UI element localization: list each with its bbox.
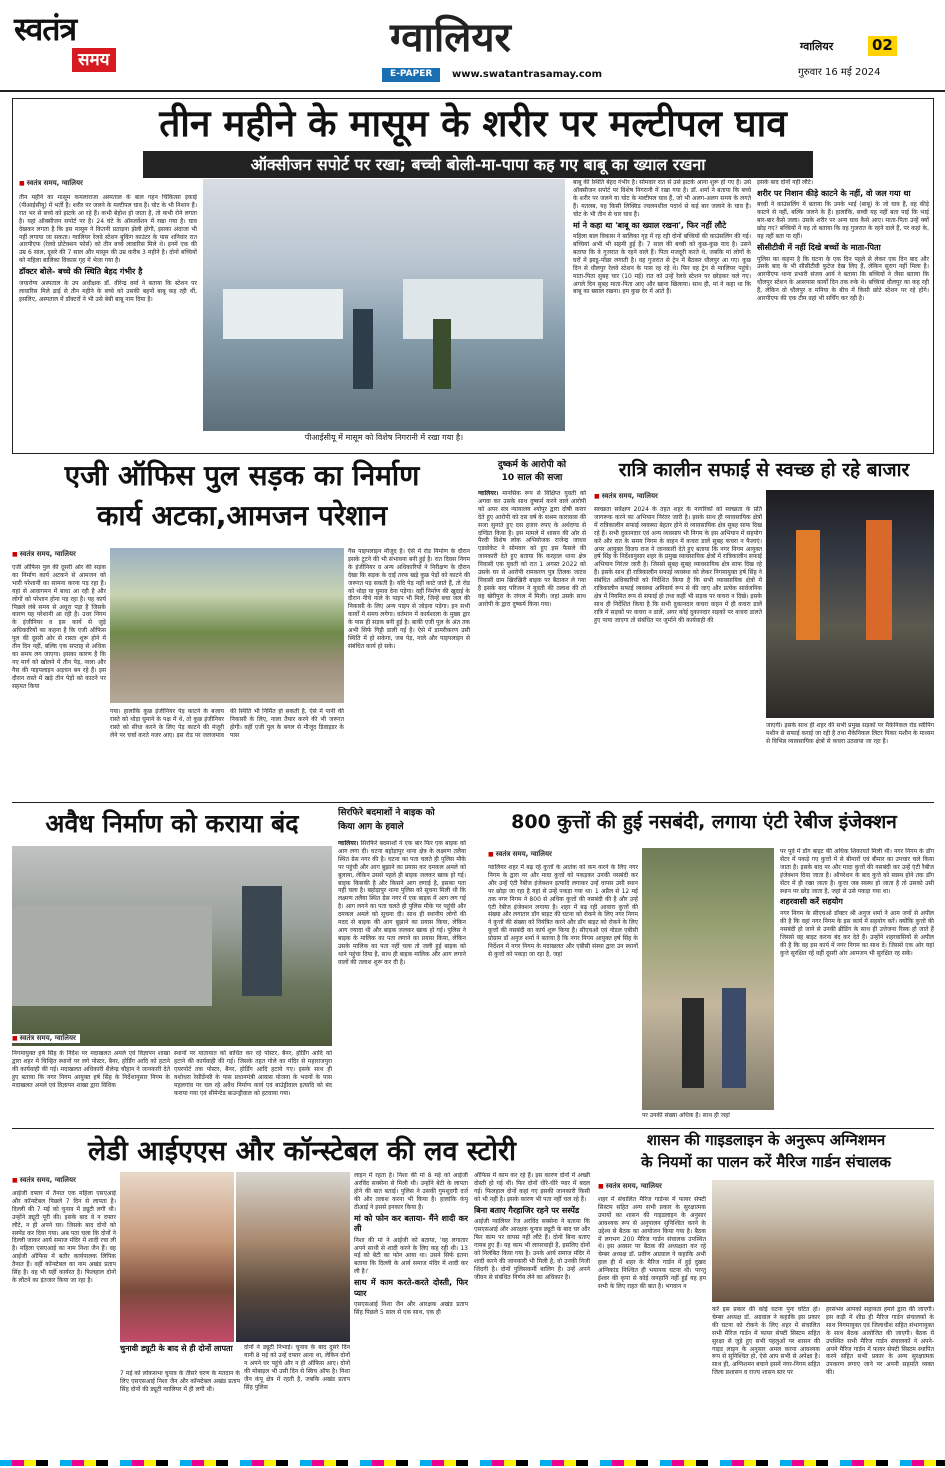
paragraph: जयारोग्य अस्पताल के उप अधीक्षक डॉ. वीरेन्द्र वर्मा ने बताया कि स्टेशन पर लावारिस मिले ढाई से तीन महीने के बच्चे को उसकी बहनों बाबू कह रही थीं, इसलिए, अस्पताल में डॉक्टरों ने भी उसे बेबी बाबू नाम दिया है।: [19, 279, 197, 303]
paragraph: एसएसआई निशा जैन और आरक्षक अखंड प्रताप सिंह पिछले 5 साल से एक साथ, एक ही: [354, 1301, 468, 1317]
story-title: एजी ऑफिस पुल सड़क का निर्माण: [64, 459, 420, 492]
paragraph: पर पूर्व में डॉग बाइट की अधिक शिकायतें मिली थी। नगर निगम के डॉग सेंटर में पकड़े गए कुत्तों में से बीमारों एवं बीमार का उपचार चले किया जाता है। इसके बाद नर और मादा कुत्तों की नसबंदी कर उन्हें एंटी रैबीज इंजेक्शन दिया जाता है। ऑपरेशन के बाद कुत्ते को स्वस्थ होने तक डॉग सेंटर में ही रखा जाता है। कुत्ता जब स्वस्थ हो जाता है तो उसको उसी स्थान पर छोड़ जाता है, जहां से उसे पकड़ा गया था।: [780, 848, 934, 895]
story-title-line2: 10 साल की सजा: [501, 473, 563, 483]
woman-officer-photo: [120, 1172, 234, 1342]
story-column: [19, 194, 197, 449]
story-title: रात्रि कालीन सफाई से स्वच्छ हो रहे बाजार: [618, 459, 910, 481]
story-marriage-garden-fire: [598, 1132, 934, 1452]
paragraph: सिरफिरे बदमाशों ने एक बार फिर एक बाइक को आग लगा दी। घटना बहोड़ापुर थाना क्षेत्र के लक्ष्मण तलैया स्थित ग्रेस नगर की है। घटना का पता चलते ही पुलिस मौके पर पहुंची और आग बुझाने का प्रयास कर दमकल अमले को बुलाया, लेकिन उससे पहले ही बाइक जलकर खाक हो गई। बाइक किसकी है और किसने आग लगाई है, इसका पता नहीं चला है। बहोड़ापुर थाना पुलिस को सूचना मिली थी कि लक्ष्मण तलैया स्थित ग्रेस नगर में एक बाइक में आग लग गई है। आग लगने का पता चलते ही पुलिस मौके पर पहुंची और दमकल अमले को सूचना दी। साथ ही स्थानीय लोगों की मदद से बाइक की आग बुझाने का प्रयास किया, लेकिन आग ज्यादा थी और बाइक जलकर खाक हो गई। पुलिस ने बाइक के मालिक का पता लगाने का प्रयास किया, लेकिन उसके मालिक का पता नहीं चला तो जली हुई बाइक को थाने पहुंचा दिया है, साथ ही बाइक मालिक और आग लगाने वालों की तलाश शुरू कर दी है।: [338, 840, 466, 966]
byline: ■ स्वतंत्र समय, ग्वालियर: [12, 550, 76, 559]
byline: ■ स्वतंत्र समय, ग्वालियर: [12, 1034, 80, 1043]
story-child-injury: [12, 98, 934, 454]
story-column: [757, 179, 929, 451]
story-column: स्वच्छता सर्वेक्षण 2024 के तहत शहर के नागरिकों को स्वच्छता के प्रति जागरूक करने का अभियान निरंतर जारी है। इसके साथ ही व्यावसायिक क्षेत्रों में रात्रिकालीन सफाई व्यवस्था बेहतर होने से व्यावसायिक क्षेत्र सुबह साफ दिख रहे हैं। सभी दुकानदार एवं अन्य व्यवसाय भी निगम के इस अभियान में सहयोग करें और रात के समय निगम के वाहन में कचरा डालें सुबह कचरा न फैलाएं। अपर आयुक्त विजय राज ने जानकारी देते हुए बताया कि नगर निगम आयुक्त हर्ष सिंह के निर्देशानुसार शहर के प्रमुख व्यावसायिक क्षेत्रों में रात्रिकालीन सफाई अभियान निरंतर जारी है। जिससे सुबह सुबह व्यावसायिक क्षेत्र साफ दिख रहे हैं। इसके साथ ही रात्रिकालीन सफाई व्यवस्था को लेकर निगमायुक्त हर्ष सिंह ने संबंधित अधिकारियों को निर्देशित किया है कि सभी व्यावसायिक क्षेत्रों में रात्रिकालीन सफाई व्यवस्था अनिवार्य रूप से की जाए और प्रत्येक सार्वजनिक क्षेत्र में नियमित रूप से सफाई हो तथा कहीं भी सड़क पर कचरा न दिखे। इसके साथ ही निर्देशित किया है कि सभी दुकानदार कचरा वाहन में ही कचरा डालें रात्रि में सड़कों पर कचरा न डालें, अगर कोई दुकानदार सड़कों पर कचरा डालते हुए पाया जाएगा तो संबंधित पर जुर्माने की कार्यवाही की: [594, 506, 762, 624]
story-column: [780, 848, 934, 1124]
paragraph: निशा की मां ने आईजी को बताया, 'वह लगातार अपने साथी से शादी करने के लिए कह रही थी। 13 मई को बेटी का फोन आया था। उसने सिर्फ इतना बताया कि दिल्ली के आर्य समाज मंदिर में शादी कर ली है।': [354, 1236, 468, 1276]
paragraph: आईजी ग्वालियर रेंज अरविंद सक्सेना ने बताया कि एसएसआई और आरक्षक चुनाव ड्यूटी के बाद घर और फिर काम पर वापस नहीं लौटे हैं। दोनों बिना बताए गायब हुए हैं। यह काम भी लापरवाही है, इसलिए दोनों को निलंबित किया गया है। उनके आर्य समाज मंदिर में शादी करने की जानकारी भी मिली है, वो उनकी निजी जिंदगी है। दोनों पुलिसकर्मी बालिग हैं। उन्हें अपने जीवन से संबंधित निर्णय लेने का अधिकार है।: [474, 1218, 590, 1281]
story-love-story: [12, 1132, 592, 1452]
story-column: [474, 1172, 590, 1446]
story-title-line2: कार्य अटका,आमजन परेशान: [96, 499, 388, 532]
byline: ग्वालियर।: [478, 490, 499, 497]
story-ag-office-bridge: [12, 460, 472, 800]
subheading: सीसीटीवी में नहीं दिखे बच्चों के माता-पिता: [757, 242, 881, 252]
meeting-photo: [712, 1180, 934, 1302]
story-column: निगमायुक्त हर्ष सिंह के निर्देश पर मदाखलत अमले एवं विज्ञापन शाखा द्वारा शहर में चिन्हित स्थानों पर लगे पोस्टर, बैनर, होर्डिंग आदि को हटाने की कार्यवाही की गई। मदाखलत अधिकारी शैलेन्द्र चौहान ने जानकारी देते हुए बताया कि नगर निगम आयुक्त हर्ष सिंह के निर्देशानुसार निगम के मदाखलत अमले एवं विज्ञापन शाखा द्वारा विधिक: [12, 1050, 170, 1089]
byline: ■ स्वतंत्र समय, ग्वालियर: [594, 492, 658, 501]
photo-caption: पीआईसीयू में मासूम को विशेष निगरानी में रखा गया है।: [304, 433, 464, 442]
paragraph: इसके बाद दोनों नहीं लौटे।: [757, 179, 814, 186]
story-column: [573, 179, 751, 451]
story-subtitle: ऑक्सीजन सपोर्ट पर रखा; बच्ची बोली-मा-पापा कह गए बाबू का ख्याल रखना: [143, 151, 813, 178]
paragraph: बाबू की स्थिति बेहद गंभीर है। सोमवार रात से उसे झटके आना शुरू हो गए हैं। उसे ऑक्सीजन सपोर्ट पर विशेष निगरानी में रखा गया है। डॉ. शर्मा ने बताया कि बच्चे के शरीर पर जलने या चोट के मल्टीपल घाव हैं, जो भी अलग-अलग समय के लगते हैं। मतलब, यह किसी लिक्विड ज्वलनशील पदार्थ से कई बार जलाने के घाव हैं। चोट के भी तीन से चार घाव हैं।: [573, 179, 751, 218]
story-conviction: [478, 460, 586, 800]
story-title: 800 कुत्तों की हुई नसबंदी, लगाया एंटी रेबीज इंजेक्शन: [511, 811, 897, 833]
story-column: आईजी दफ्तर में तैनात एक महिला एसएआई और कॉन्स्टेबल पिछले 7 दिन से लापता है। दिल्ली की 7 मई को चुनाव में ड्यूटी लगी थी। उन्होंने ड्यूटी पूरी की। इसके बाद वे न दफ्तर लौटे, न ही अपने घर। जिसके बाद दोनों को सस्पेंड कर दिया गया। अब पता चला कि दोनों ने दिल्ली जाकर आर्य समाज मंदिर में शादी रचा ली है। महिला एसएआई का नाम निशा जैन हैं। वह आईजी ऑफिस में बतौर कार्यपालक लिपिक तैनात हैं। वहीं कॉन्स्टेबल का नाम अखंड प्रताप सिंह है। वह भी यहीं कार्यरत है। फिलहाल दोनों के लौटने का इंतजार किया जा रहा है।: [12, 1190, 116, 1284]
hospital-ward-photo: [203, 179, 565, 431]
subheading: मां ने कहा था 'बाबू का ख्याल रखना', फिर नहीं लौटे: [573, 220, 727, 230]
paragraph: महिला बाल विकास ने बालिका गृह में रह रही दोनों बच्चियों की काउंसलिंग की गई। बच्चियां अभी भी सहमी हुई हैं। 7 साल की बच्ची को कुछ-कुछ याद है। उसने बताया कि वे गुजरात के रहने वाले हैं। पिता मजदूरी करते थे, जबकि मां लोगों के घरों में झाडू-पोंछा लगाती है। वह गुजरात से ट्रेन में बैठकर धौलपुर आ गए। कुछ दिन से धौलपुर रेलवे स्टेशन के पास रह रहे थे। फिर वह ट्रेन से ग्वालियर पहुंचे। माता-पिता सुबह चार (10 मई) रात को उन्हें रेलवे स्टेशन पर छोड़कर चले गए। अगले दिन सुबह माता-पिता आए और खाना खिलाया। साथ ही, मां ने कहा था कि बाबू का ख्याल रखना। हम कुछ देर में आते हैं।: [573, 233, 751, 296]
story-dog-sterilization: [474, 806, 934, 1126]
subheading: साथ में काम करते-करते दोस्ती, फिर प्यार: [354, 1278, 468, 1298]
paragraph: बच्ची ने काउंसलिंग में बताया कि उनके भाई (बाबू) के जो घाव हैं, वह कीड़े काटने से नहीं, बल्कि जलने के हैं। हालांकि, बच्ची यह नहीं बता पाई कि भाई बार-बार कैसे जला। उसके शरीर पर अन्य घाव कैसे आए। माता-पिता उन्हें क्यों छोड़ गए? बच्चियों ने यह तो बताया कि वह गुजरात के रहने वाले हैं, पर कहां के, यह नहीं बता पा रहीं।: [757, 201, 929, 241]
website-link[interactable]: www.swatantrasamay.com: [452, 69, 603, 80]
subheading: बिना बताए गैरहाजिर रहने पर सस्पेंड: [474, 1205, 580, 1215]
paragraph: लाइन में रहता है। निशा की मां 8 मई को आईजी अरविंद सक्सेना से मिली थी। उन्होंने बेटी के लापता होने की बात बताई। पुलिस ने उसकी गुमशुदगी दर्ज की और तलाश करना भी किया है। हालांकि कंपू ठीआई ने इससे इनकार किया है।: [354, 1172, 468, 1211]
newspaper-logo: [14, 8, 164, 82]
byline: ■ स्वतंत्र समय, ग्वालियर: [12, 1176, 76, 1185]
constable-photo: [236, 1172, 350, 1342]
dog-catching-photo: [642, 848, 774, 1110]
page-city: ग्वालियर: [800, 40, 834, 53]
story-night-cleaning: [594, 460, 934, 800]
paragraph: मानसिक रूप से विक्षिप्त युवती को अगवा कर उसके साथ दुष्कर्म करने वाले आरोपी को अपर सत्र न्यायालय श्योपुर द्वारा दोषी करार देते हुए आरोपी को दस वर्ष के सश्रम कारावास की सजा सुनाते हुए दस हजार रुपए के अर्थदण्ड से दण्डित किया है। इस मामले में शासन की ओर से पैरवी विशेष लोक अभियोजक राजेन्द्र जाधव एडवोकेट ने सोमवार को हुए इस फैसले की जानकारी देते हुए बताया कि करहाल थाना क्षेत्र निवासी एक युवती को रात 1 अगस्त 2022 को उसके घर से आरोपी रामकरण पुत्र तिलक जाटव निवासी ग्राम खिरखिरी बाइक पर बैठाकर ले गया है इसके बाद परिजन ने युवती की तलाश की तो वह खेरीपुरा के जंगल में मिली। जहां उसके साथ आरोपी के द्वारा दुष्कर्म किया गया।: [478, 490, 586, 608]
subheading: शरीर पर निशान कीड़े काटने के नहीं, वो जल गया था: [757, 188, 911, 198]
story-title: अवैध निर्माण को कराया बंद: [45, 809, 299, 838]
story-column: [354, 1172, 468, 1446]
logo-bottom-text: समय: [72, 48, 116, 72]
print-color-strip: [0, 1460, 945, 1466]
subheading: शहरवासी करें सहयोग: [780, 897, 843, 907]
demolition-photo: [12, 846, 332, 1046]
subheading: मां को फोन कर बताया- मैंने शादी कर ली: [354, 1213, 468, 1234]
story-title: लेडी आईएएस और कॉन्स्टेबल की लव स्टोरी: [88, 1136, 516, 1167]
story-column: गया। हालांकि कुछ इंजीनियर पेड़ काटने के बजाय रास्ते को थोड़ा घुमाने के पक्ष में थे, तो कुछ इंजीनियर रास्ते को सीधा करने के लिए पेड़ काटने की मंजूरी लेने पर चर्चा करते नजर आए। इस रोड पर जलजमाव की स्थिति भी निर्मित हो सकती है, ऐसे में पानी की निकासी के लिए, नाला तैयार करने की भी जरूरत होगी। वहीं एजी पुल के बगल से मौजूद डिवाइडर के पास: [110, 708, 344, 739]
story-bike-fire: [338, 806, 466, 1126]
story-title: सिरफिरे बदमाशों ने बाइक को: [338, 808, 435, 818]
story-column: गैस पाइपलाइन मौजूद है। ऐसे में रोड निर्माण के दौरान इसके टूटने की भी संभावना बनी हुई है। रात दिवस निगम के इंजीनियर व अन्य अधिकारियों ने निरीक्षण के दौरान देखा कि सड़क के दाईं तरफ खड़े कुछ पेड़ों को काटने की जरूरत पड़ सकती है। यदि पेड़ नहीं काटे जाते हैं, तो रोड को थोड़ा या घुमाव देना पड़ेगा। वहीं निर्माण की खुदाई के दौरान नीचे नाले के पाइप भी मिले, जिन्हें बचा जल की निकासी के लिए अन्य पाइप से जोड़ना पड़ेगा। इन सभी कार्यों में समय लगेगा। वर्तमान में कार्यशाला के मुख्य द्वार के पास ही सड़क बनी हुई है। बाकी एजी पुल के अंत तक अभी सिर्फ गिट्टी डाली गई है। ऐसे में डामरीकरण उसी स्थिति में हो सकेगा, जब पेड़, नाले और पाइपलाइन से संबंधित कार्य हो सके।: [348, 548, 470, 650]
byline: ■ स्वतंत्र समय, ग्वालियर: [488, 850, 552, 859]
masthead: [0, 0, 945, 92]
story-title: तीन महीने के मासूम के शरीर पर मल्टीपल घाव: [159, 102, 787, 145]
story-column: हरसंभव आपको सहायता हमारे द्वारा की जाएगी। इस कड़ी में शीघ्र ही मैरिज गार्डन संचालकों के साथ निगमायुक्त एवं जिलाधीश सहित संभागायुक्त के साथ बैठक आयोजित की जाएगी। बैठक में उपस्थित सभी मैरिज गार्डन संचालकों ने अपने-अपने मैरिज गार्डन में फायर सेफ्टी सिस्टम स्थापित करने सहित सभी प्रकार के अन्य सुरक्षात्मक उपकरण लगाए जाने पर अपनी सहमति व्यक्त की।: [826, 1306, 934, 1377]
paragraph: नगर निगम के सीएचओ डॉक्टर श्री अनुज शर्मा ने आम जनों से अपील की है कि वहां नगर निगम के इस कार्य में सहयोग करें। क्योंकि कुत्तों की नसबंदी हो जाने से उनकी ब्रीडिंग के साथ ही उत्तेजना रिस्क हो जाते हैं जिससे वह बाइट करना बंद कर देते हैं। उन्होंने शहरवासियों से अपील की है कि वह इस कार्य में नगर निगम का साथ दें। जिससे एक ओर यहां कुत्ते सुरक्षित रहें वहीं दूसरी ओर आमजन भी सुरक्षित रह सकें।: [780, 909, 934, 957]
paragraph: तीन महीने का मासूम कमलाराजा अस्पताल के बाल गहन चिकित्सा इकाई (पीआईसीयू) में भर्ती है। शरीर पर जलने के मल्टीपल घाव हैं। चोट के भी निशान हैं। रात भर से बच्चे को झटके आ रहे हैं। कभी बेहोश हो जाता है, तो कभी रोने लगता है। यहां ऑक्सीजन सपोर्ट पर है। 24 घंटे के ऑब्जर्वेशन में रखा गया है। घाव देखकर लगता है कि इस मासूम ने कितनी प्रताड़ना झेली होगी, इसका अंदाजा भी नहीं लगाया जा सकता। ग्वालियर रेलवे स्टेशन बुकिंग काउंटर के पास शनिवार रात आरपीएफ (रेलवे प्रोटेक्शन फोर्स) को तीन बच्चे लावारिस मिले थे। इनमें एक की उम्र 6 साल, दूसरे की 7 साल और मासूम की उम्र करीब 3 महीने है। दोनों बच्चियों को महिला बालिका विकास गृह में भेजा गया है।: [19, 194, 197, 265]
story-column: [338, 840, 466, 1122]
story-column: [478, 490, 586, 796]
story-column: दोनों ने ड्यूटी निभाई। चुनाव के बाद दूसरे दिन यानी 8 मई को उन्हें दफ्तर आना था, लेकिन दोनों न अपने घर पहुंचे और न ही ऑफिस आए। दोनों की मोबाइल भी उसी दिन से स्विच ऑफ है। निशा जैन कंपू क्षेत्र में रहती है, जबकि अखंड प्रताप सिंह पुलिस: [244, 1344, 350, 1391]
logo-top-text: स्वतंत्र: [14, 10, 77, 48]
photo-caption: पर उनकी संख्या अधिक है। साथ ही जहां: [642, 1112, 730, 1119]
sweeping-photo: [766, 490, 934, 718]
story-column: शहर में संचालित मैरिज गार्डन्स में फायर सेफ्टी सिस्टम सहित अन्य सभी प्रकार के सुरक्षात्मक उपायों का शासन की गाइडलाइन के अनुसार आवश्यक रूप से अनुपालन सुनिश्चित करने के उद्देश्य से बैठक का आयोजन किया गया है। बैठक में लगभग 200 मैरिज गार्डन संचालक उपस्थित थे। इस अवसर पर बैठक की अध्यक्षता कर रहे चेम्बर अध्यक्ष डॉ. प्रवीण अग्रवाल ने कहाकि अभी हाल ही में शहर के मैरिज गार्डन में हुई दुखद अग्निकांड निश्चित ही भयानक घटना थी। परन्तु ईश्वर की कृपा से कोई जनहानि नहीं हुई यह हम सभी के लिए राहत की बात है। भगवान न: [598, 1196, 706, 1290]
story-column: ग्वालियर शहर में बढ़ रहे कुत्तों के आतंक को कम करने के लिए नगर निगम के द्वारा नर और मादा कुत्तों को पकड़कर उनकी नसबंदी कर और उन्हें एंटी रैबीज इंजेक्शन इत्यादि लगाकर उन्हें वापस उसी स्थान पर छोड़ा जा रहा है यहां से उन्हें पकड़ा गया था। 1 अप्रैल से 12 मई तक नगर निगम ने 800 से अधिक कुत्तों की नसबंदी की है और उन्हें एंटी रेबीज इंजेक्शन लगाया है। शहर में बढ़ रही आवारा कुत्तों की संख्या और लगातार डॉग बाइट की घटना को रोकने के लिए नगर निगम ने कुत्तों की संख्या को नियंत्रित करने और डॉग बाइट को रोकने के लिए कुत्तों की नसबंदी का कार्य शुरू किया है। सीएचओ एवं नोडल एबीसी प्रोग्राम डॉ अनुज शर्मा ने बताया है कि नगर निगम आयुक्त हर्ष सिंह के निर्देशन में नगर निगम के मदाखलत और एबीसी संस्था द्वारा उन स्थानों से कुत्तों को पकड़ा जा रहा है, जहां: [488, 864, 638, 958]
edition-city: ग्वालियर: [390, 14, 511, 61]
issue-date: गुरुवार 16 मई 2024: [798, 67, 881, 78]
story-illegal-construction: [12, 806, 332, 1126]
divider: [12, 802, 934, 803]
byline: ■ स्वतंत्र समय, ग्वालियर: [19, 179, 83, 188]
photo-caption: चुनावी ड्यूटी के बाद से ही दोनों लापता: [120, 1344, 233, 1353]
subheading: डॉक्टर बोले- बच्चे की स्थिति बेहद गंभीर है: [19, 267, 143, 277]
story-title: दुष्कर्म के आरोपी को: [497, 460, 567, 470]
story-title: शासन की गाइडलाइन के अनुरूप अग्निशमन: [646, 1131, 886, 1149]
story-column: एजी ऑफिस पुल की दूसरी ओर की सड़क का निर्माण कार्य अटकने से आमजन को भारी परेशानी का सामना करना पड़ रहा है। यहां से आवागमन में बाधा आ रही है और लोगों को परेशान होना पड़ रहा है। यह कार्य पिछले लंबे समय से अधूरा पड़ा है जिसके कारण यह परेशानी आ रही है। उधर निगम के इंजीनियर व इस कार्य से जुड़े अधिकारियों का कहना है कि एजी ऑफिस पुल की दूसरी ओर से रास्ता शुरू होने में तीन दिन नहीं, बल्कि एक सप्ताह से अधिक का समय लग जाएगा। इसका कारण है कि नए मार्ग को खोलने में तीन पेड़, नाला और गैस की पाइपलाइन अड़चन बन रहे हैं। इस दौरान रास्ते में खड़े तीन पेड़ों को काटने पर सहमत किया: [12, 564, 106, 690]
page-number: 02: [868, 36, 897, 56]
byline: ■ स्वतंत्र समय, ग्वालियर: [598, 1182, 662, 1191]
story-column: जाएगी। इसके साथ ही शहर की सभी प्रमुख सड़कों पर मैकेनिकल रोड स्वीपिंग मशीन से सफाई कराई जा रही है तथा मैकेनिकल लिटर पिकर मशीन के माध्यम से विभिन्न व्यावसायिक क्षेत्रों से कचरा उठवाया जा रहा है।: [766, 722, 934, 745]
divider: [12, 1128, 934, 1129]
paragraph: पुलिस का कहना है कि घटना के एक दिन पहले से लेकर एक दिन बाद और उसके बाद के भी सीसीटीवी फुटेज देख लिए हैं, लेकिन सुराग नहीं मिला है। आरपीएफ थाना प्रभारी संजय आर्य ने बताया कि बच्चियों ने जैसा बताया कि धौलपुर स्टेशन के आसपास कार्यों दिन तक रुके थे। बच्चियां धौलपुर का कह रही हैं, लेकिन वो धौलपुर व मनिया के बीच में किसी छोटे स्टेशन पर रहे होंगे। आरपीएफ की एक टीम वहां भी सर्चिंग कर रही है।: [757, 255, 929, 303]
story-column: करें इस प्रकार की कोई घटना पुनः घटित हो। चेम्बर अध्यक्ष डॉ. अग्रवाल ने कहाकि इस प्रकार की घटना को रोकने के लिए शहर में संचालित सभी मैरिज गार्डन में फायर सेफ्टी सिस्टम सहित सुरक्षा से जुड़े हुए सभी पहलुओं पर शासन की गाइड लाइन के अनुसार अमल करना आवश्यक रूप से सुनिश्चित हो, ऐसे आप सभी से अपेक्षा है। साथ ही, अग्निशमन बचाने इसमें नगर-निगम सहित जिला प्रशासन व राज्य शासन स्तर पर: [712, 1306, 820, 1377]
byline: ग्वालियर।: [338, 840, 359, 847]
story-column: 7 मई को लोकसभा चुनाव के तीसरे चरण के मतदान के लिए एसएसआई निशा जैन और कॉन्स्टेबल अखंड प्रताप सिंह दोनों की ड्यूटी ग्वालियर में ही लगी थी।: [120, 1370, 240, 1393]
story-title-line2: के नियमों का पालन करें मैरिज गार्डन संचालक: [641, 1153, 891, 1171]
epaper-badge: E-PAPER: [382, 68, 440, 82]
road-construction-photo: [110, 548, 344, 703]
paragraph: ऑफिस में काम कर रहे हैं। इस कारण दोनों में अच्छी दोस्ती हो गई थी। फिर दोनों धीरे-धीरे प्यार में बदल गई। फिलहाल दोनों कहां गए इसकी जानकारी किसी को भी नहीं है। इसके कारण भी पता नहीं चल रहे हैं।: [474, 1172, 590, 1203]
story-title-line2: किया आग के हवाले: [338, 822, 404, 832]
story-column: स्थानों पर यातायात को बाधित कर रहे पोस्टर, बैनर, होर्डिंग आदि को हटाने की कार्यवाही की गई। जिसके तहत गोले का मंदिर से महाराजपुरा एयरपोर्ट तक पोस्टर, बैनर, होर्डिंग आदि हटाये गए। इसके साथ ही यशोधरा रेसीडेंन्सी के पास प्रधानमंत्री आवास योजना के भवनों के पास महलगांव पर चल रहे अवैध निर्माण कार्य एवं बाउंड्रीवाल इत्यादि को बंद कराया गया एवं सीमेन्टेड बाउन्ड्रीवाल को हटवाया गया।: [174, 1050, 332, 1097]
